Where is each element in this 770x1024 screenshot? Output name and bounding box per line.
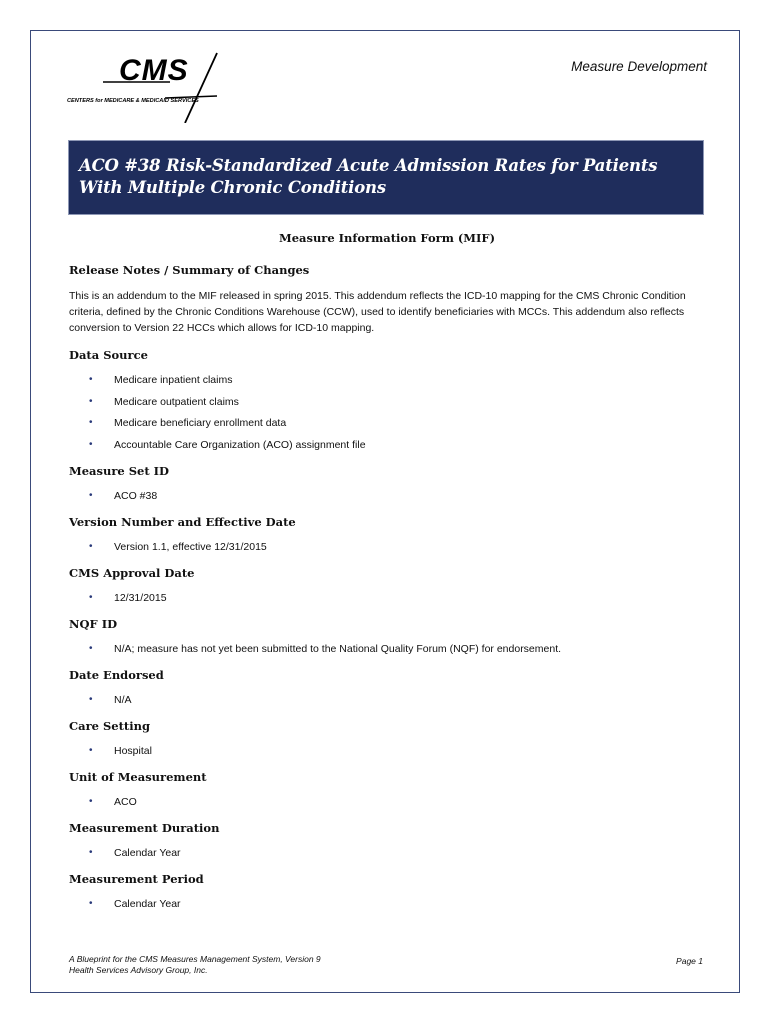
section-heading: Measure Set ID [69, 463, 170, 478]
section-heading: CMS Approval Date [69, 565, 195, 580]
cms-logo-subtext: CENTERS for MEDICARE & MEDICAID SERVICES [67, 98, 199, 104]
bullet-list [69, 489, 705, 503]
list-item-text: Version 1.1, effective 12/31/2015 [114, 540, 267, 553]
measure-development-label: Measure Development [571, 59, 707, 74]
list-item [69, 489, 705, 503]
footer-line-1: A Blueprint for the CMS Measures Management System, Version 9 [69, 954, 321, 964]
list-item-text: Calendar Year [114, 846, 181, 859]
list-item [69, 395, 705, 409]
list-item [69, 591, 705, 605]
list-item-text: ACO [114, 795, 137, 808]
bullet-list [69, 373, 705, 452]
form-title: Measure Information Form (MIF) [278, 231, 496, 245]
list-item-text: Medicare beneficiary enrollment data [114, 417, 287, 429]
release-notes-text: This is an addendum to the MIF released in spring 2015. This addendum reflects the ICD-10 mapping for the CMS Chronic Condition criteria, defined by the Chronic Conditions Warehouse (CCW), used to identify beneficiaries with MCCs. This addendum also reflects conversion to Version 22 HCCs which allows for ICD-10 mapping. [69, 290, 686, 334]
bullet-icon: • [89, 795, 93, 807]
list-item-text: N/A; measure has not yet been submitted to the National Quality Forum (NQF) for endorsement. [114, 642, 562, 655]
bullet-list [69, 744, 705, 758]
bullet-icon: • [89, 438, 93, 450]
bullet-icon: • [89, 374, 93, 385]
bullet-list [69, 540, 705, 554]
bullet-icon: • [89, 395, 93, 407]
bullet-icon: • [89, 489, 93, 501]
list-item [69, 416, 705, 430]
section-heading: Version Number and Effective Date [69, 514, 296, 529]
bullet-icon: • [89, 846, 93, 858]
list-item-text: ACO #38 [114, 489, 158, 502]
list-item-text: N/A [114, 693, 132, 706]
bullet-list [69, 897, 705, 911]
list-item [69, 373, 705, 387]
bullet-list [69, 591, 705, 605]
section-heading: Care Setting [69, 718, 150, 733]
list-item [69, 846, 705, 860]
document-content [69, 231, 705, 923]
section-heading: Data Source [69, 348, 148, 362]
list-item-text: Accountable Care Organization (ACO) assignment file [114, 438, 366, 451]
footer-citation [69, 954, 321, 976]
release-notes-heading: Release Notes / Summary of Changes [69, 263, 310, 277]
bullet-icon: • [89, 693, 93, 705]
bullet-icon: • [89, 540, 93, 552]
bullet-icon: • [89, 897, 93, 909]
list-item [69, 438, 705, 452]
list-item-text: Hospital [114, 744, 152, 757]
document-title: ACO #38 Risk-Standardized Acute Admission Rates for Patients With Multiple Chronic Conditions [79, 156, 658, 197]
cms-logo-wordmark: CMS [119, 54, 189, 87]
list-item [69, 744, 705, 758]
list-item-text: Calendar Year [114, 897, 181, 910]
list-item-text: Medicare outpatient claims [114, 395, 239, 408]
bullet-icon: • [89, 417, 93, 428]
section-heading: Date Endorsed [69, 667, 164, 682]
section-heading: Unit of Measurement [69, 769, 207, 784]
bullet-icon: • [89, 642, 93, 654]
list-item [69, 795, 705, 809]
page-number: Page 1 [676, 956, 703, 966]
list-item-text: Medicare inpatient claims [114, 374, 233, 386]
bullet-icon: • [89, 744, 93, 756]
list-item [69, 897, 705, 911]
bullet-list [69, 795, 705, 809]
bullet-icon: • [89, 591, 93, 603]
document-page [30, 30, 740, 993]
bullet-list [69, 846, 705, 860]
bullet-list [69, 693, 705, 707]
title-banner [68, 140, 704, 215]
bullet-list [69, 642, 705, 656]
section-heading: Measurement Period [69, 871, 204, 886]
list-item [69, 540, 705, 554]
section-heading: NQF ID [69, 616, 118, 631]
list-item-text: 12/31/2015 [114, 591, 167, 604]
footer-line-2: Health Services Advisory Group, Inc. [69, 965, 208, 975]
section-heading: Measurement Duration [69, 820, 220, 835]
list-item [69, 642, 705, 656]
cms-logo [67, 49, 227, 123]
list-item [69, 693, 705, 707]
